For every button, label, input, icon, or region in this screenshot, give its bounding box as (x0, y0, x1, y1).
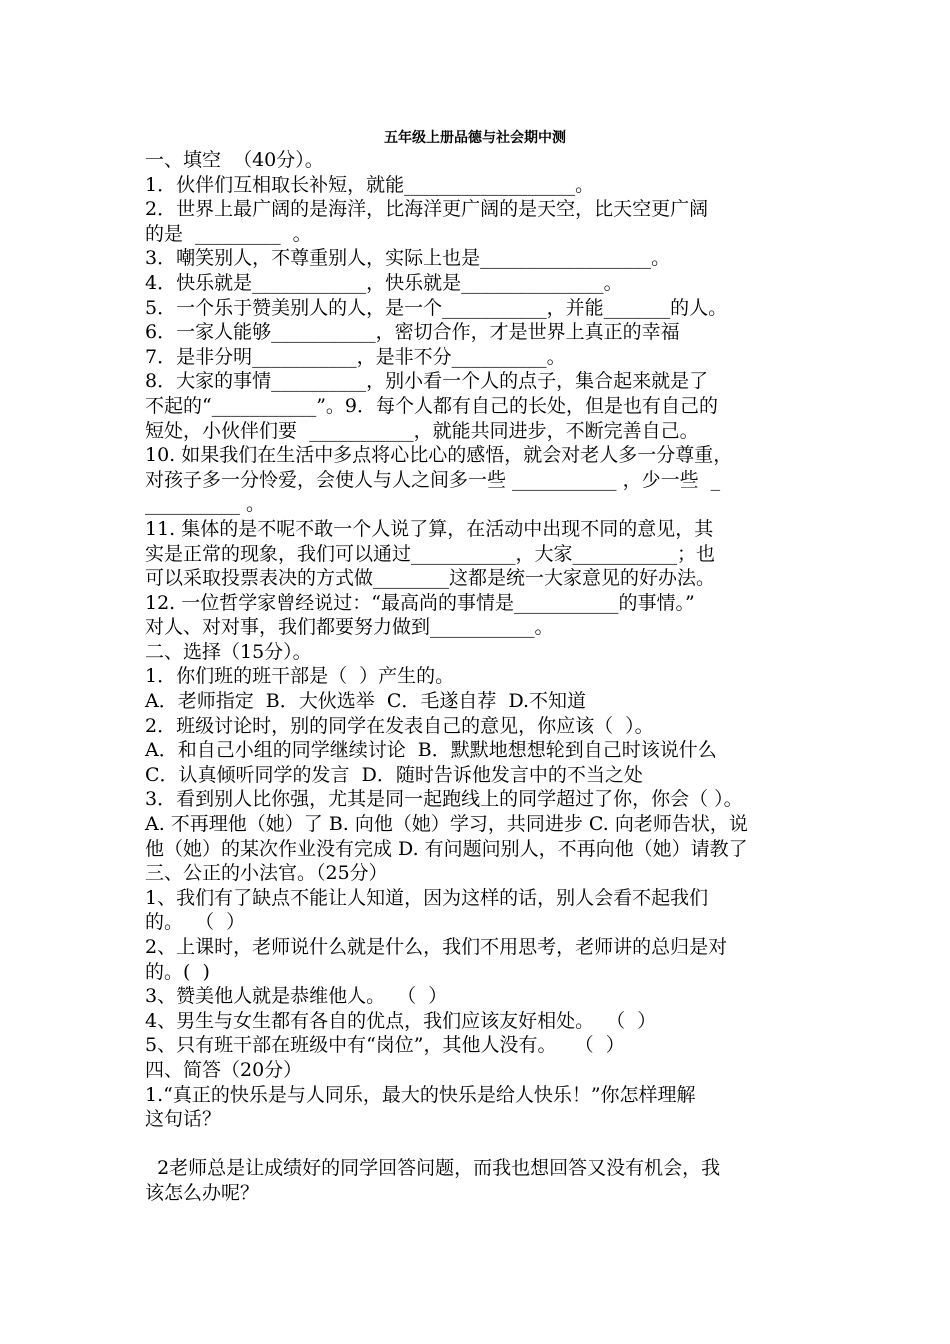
question-line: 2老师总是让成绩好的同学回答问题，而我也想回答又没有机会，我 (145, 1157, 721, 1180)
question-line: 7．是非分明___________，是非不分__________。 (145, 345, 566, 368)
question-line: 3、赞美他人就是恭维他人。 （ ） (145, 985, 448, 1008)
question-line: 2．班级讨论时，别的同学在发表自己的意见，你应该（ ）。 (145, 714, 654, 737)
question-line: 4．快乐就是____________，快乐就是_______________。 (145, 271, 623, 294)
answer-options: A．和自己小组的同学继续讨论 B．默默地想想轮到自己时该说什么 (145, 739, 717, 762)
question-line: 1．伙伴们互相取长补短，就能__________________。 (145, 173, 595, 196)
question-line: 1.“真正的快乐是与人同乐，最大的快乐是给人快乐！”你怎样理解 (145, 1083, 696, 1106)
question-line: 2、上课时，老师说什么就是什么，我们不用思考，老师讲的总归是对 (145, 936, 728, 958)
question-line: 该怎么办呢？ (145, 1181, 260, 1204)
question-line: 5、只有班干部在班级中有“岗位”，其他人没有。 （ ） (145, 1034, 625, 1057)
question-line: 短处，小伙伴们要 ___________，就能共同进步，不断完善自己。 (145, 419, 699, 442)
question-line: 10. 如果我们在生活中多点将心比心的感悟，就会对老人多一分尊重， (145, 444, 733, 467)
question-line: 8．大家的事情__________，别小看一个人的点子，集合起来就是了 (145, 370, 709, 393)
question-line: 这句话？ (145, 1108, 222, 1131)
question-line: 11. 集体的是不呢不敢一个人说了算，在活动中出现不同的意见，其 (145, 517, 714, 540)
question-line: 对孩子多一分怜爱，会使人与人之间多一些 ___________ ，少一些 _ (145, 468, 721, 491)
document-title: 五年级上册品德与社会期中测 (384, 130, 566, 146)
question-line: 对人、对对事，我们都要努力做到___________。 (145, 616, 554, 639)
question-line: 2．世界上最广阔的是海洋，比海洋更广阔的是天空，比天空更广阔 (145, 198, 709, 221)
question-line: 3．看到别人比你强，尤其是同一起跑线上的同学超过了你，你会（ ）。 (145, 788, 743, 811)
section-heading-fill-in: 一、填空 （40分）。 (145, 149, 324, 171)
question-line: 可以采取投票表决的方式做________这都是统一大家意见的好办法。 (145, 567, 716, 590)
question-line: 6．一家人能够___________，密切合作，才是世界上真正的幸福 (145, 321, 680, 344)
question-line: 12. 一位哲学家曾经说过：“最高尚的事情是___________的事情。” (145, 591, 695, 614)
section-heading-choice: 二、选择（15分）。 (145, 640, 312, 663)
question-line: 不起的“___________”。9．每个人都有自己的长处，但是也有自己的 (145, 394, 719, 417)
document-body (145, 148, 820, 1206)
answer-options: A. 不再理他（她）了 B. 向他（她）学习，共同进步 C. 向老师告状，说 (145, 813, 748, 836)
answer-options: A．老师指定 B．大伙选举 C．毛遂自荐 D.不知道 (145, 690, 587, 713)
answer-options: 他（她）的某次作业没有完成 D. 有问题问别人，不再向他（她）请教了 (145, 837, 748, 860)
question-line: 的。 （ ） (145, 911, 246, 934)
question-line: 1、我们有了缺点不能让人知道，因为这样的话，别人会看不起我们 (145, 886, 709, 909)
section-heading-judge: 三、公正的小法官。（25分） (145, 862, 388, 885)
section-heading-short-answer: 四、简答（20分） (145, 1058, 303, 1081)
question-line: 实是正常的现象，我们可以通过___________，大家___________；也 (145, 542, 716, 565)
question-line: 3．嘲笑别人，不尊重别人，实际上也是__________________。 (145, 247, 671, 270)
question-line: 4、男生与女生都有各自的优点，我们应该友好相处。 （ ） (145, 1009, 657, 1032)
question-line: 1．你们班的班干部是（ ）产生的。 (145, 665, 455, 688)
question-line: 的是 _________ 。 (145, 222, 312, 245)
question-line: 的。( ) (145, 960, 210, 983)
question-line: 5．一个乐于赞美别人的人，是一个___________，并能_______的人。 (145, 296, 728, 319)
question-line: __________ 。 (145, 493, 266, 516)
answer-options: C．认真倾听同学的发言 D．随时告诉他发言中的不当之处 (145, 763, 643, 786)
answer-space (145, 1132, 820, 1157)
